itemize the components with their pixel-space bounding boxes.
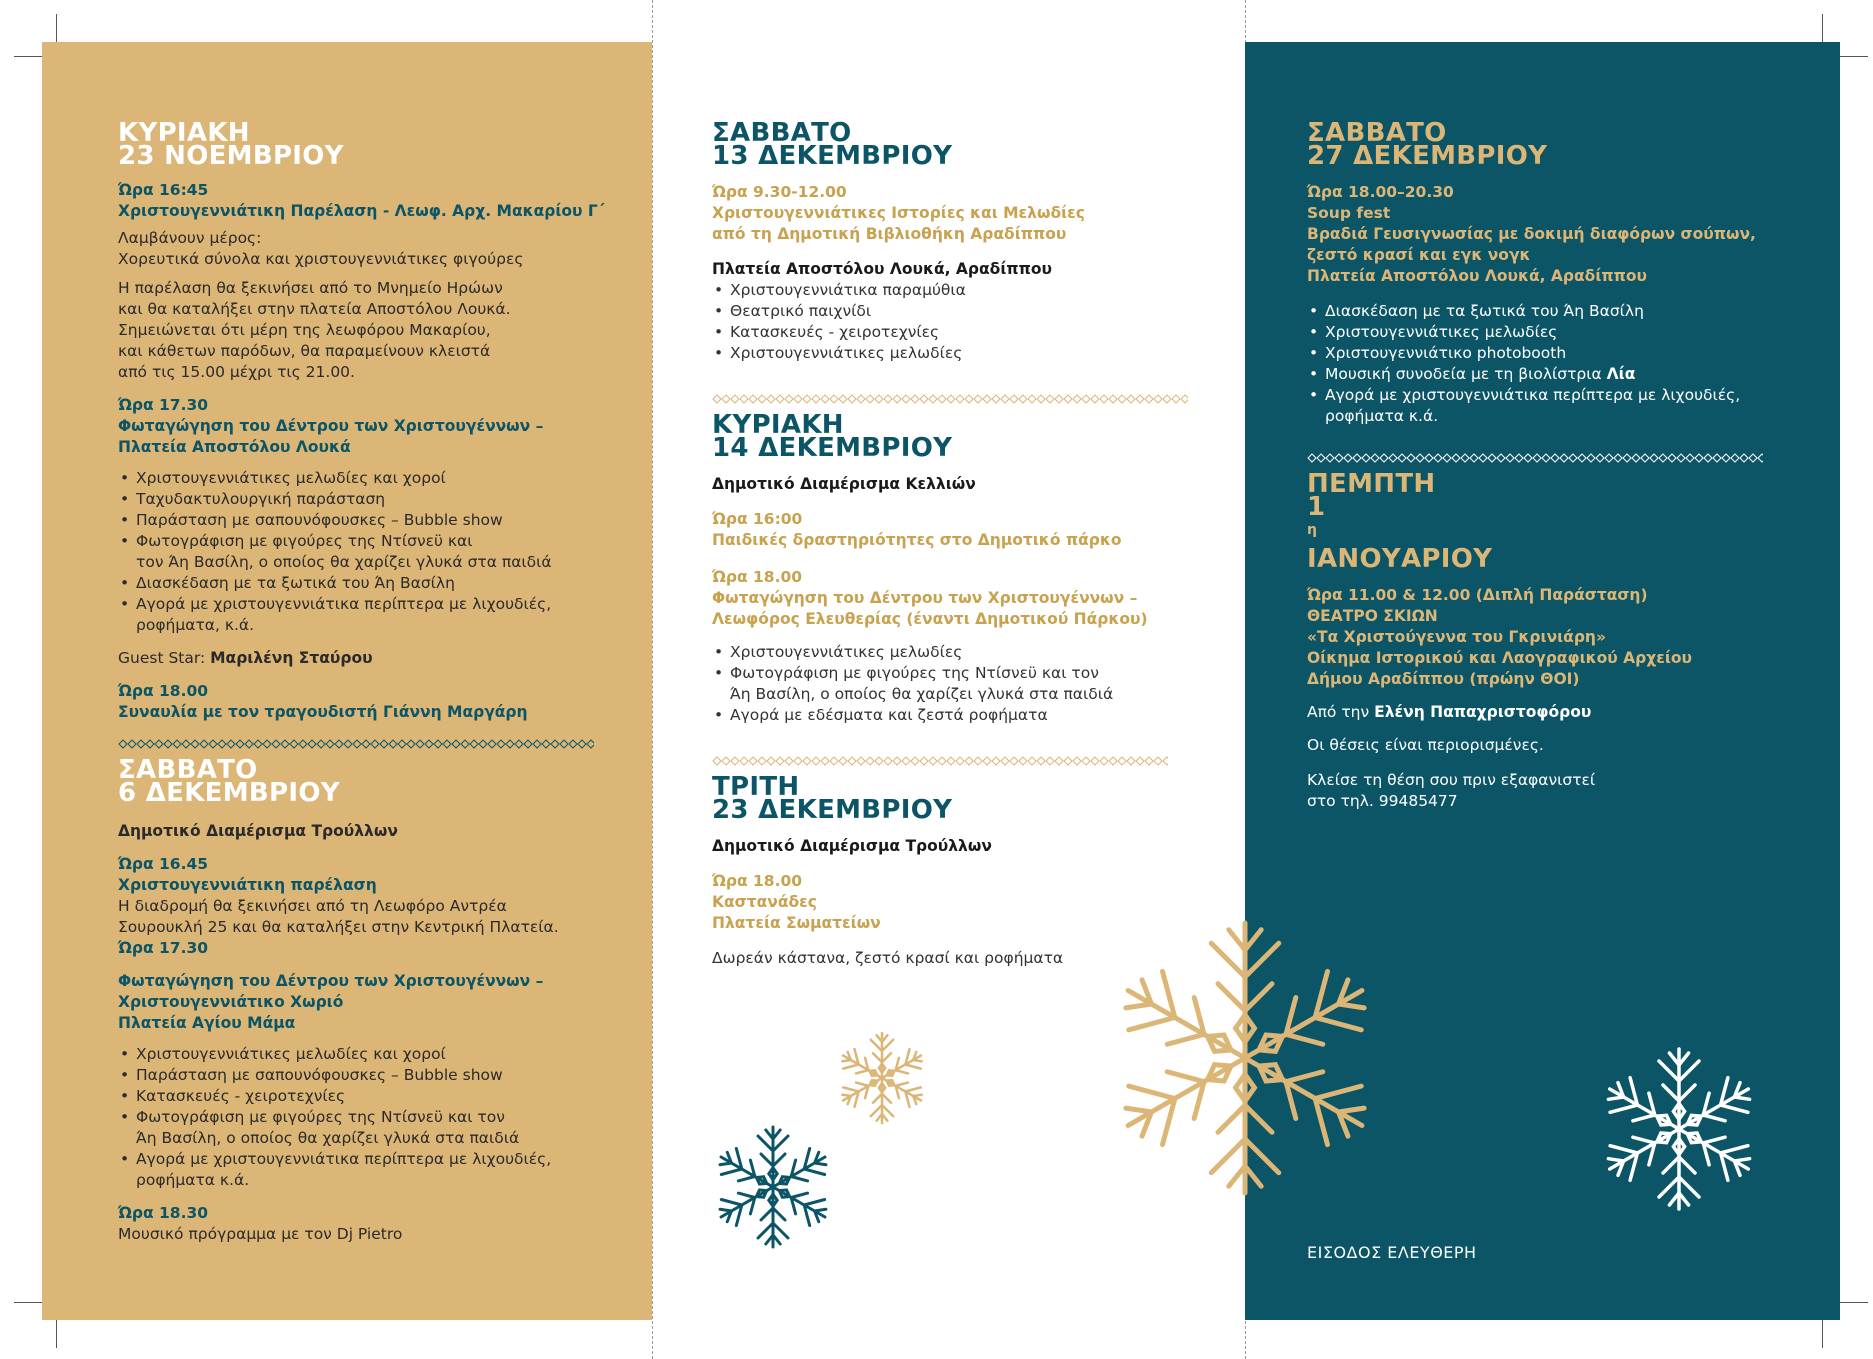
event-text: Η παρέλαση θα ξεκινήσει από το Μνημείο Ηρώων και θα καταλήξει στην πλατεία Αποστόλου Λουκά. Σημειώνεται ότι μέρη της λεωφόρου Μακαρίου, και κάθετων παρόδων, θα παραμείνουν κλειστά από τις 15.00 μέχρι τις 21.00. (118, 279, 511, 381)
list-item: • Χριστουγεννιάτικες μελωδίες (712, 642, 1232, 663)
day-heading: ΚΥΡΙΑΚΗ 14 ΔΕΚΕΜΒΡΙΟΥ (712, 410, 953, 463)
event-title: Χριστουγεννιάτικη παρέλαση (118, 876, 377, 894)
list-item: • Χριστουγεννιάτικες μελωδίες και χοροί (118, 1044, 638, 1065)
list-item: • Αγορά με εδέσματα και ζεστά ροφήματα (712, 705, 1232, 726)
divider (712, 756, 1168, 766)
crop-mark (56, 14, 57, 42)
list-item: • Αγορά με χριστουγεννιάτικα περίπτερα με λιχουδιές, ροφήματα κ.ά. (1307, 385, 1827, 427)
event-block (712, 509, 1232, 551)
day-heading: ΤΡΙΤΗ 23 ΔΕΚΕΜΒΡΙΟΥ (712, 772, 953, 825)
list-item: • Διασκέδαση με τα ξωτικά του Άη Βασίλη (118, 573, 638, 594)
event-time: Ώρα 9.30-12.00 (712, 183, 847, 201)
guest-star: Guest Star: Μαριλένη Σταύρου (118, 649, 373, 667)
day-heading: ΠΕΜΠΤΗ 1 $^\eta$ ΙΑΝΟΥΑΡΙΟΥ (1307, 469, 1493, 574)
event-time: Ώρα 16:00 (712, 510, 803, 528)
event-time: Ώρα 18.00 (712, 872, 803, 890)
event-block (118, 854, 638, 1191)
event-title: Χριστουγεννιάτικη Παρέλαση - Λεωφ. Αρχ. Μακαρίου Γ΄ (118, 202, 605, 220)
venue-label: Δημοτικό Διαμέρισμα Κελλιών (712, 475, 976, 493)
list-item: • Διασκέδαση με τα ξωτικά του Άη Βασίλη (1307, 301, 1827, 322)
list-item: • Μουσική συνοδεία με τη βιολίστρια Λία (1307, 364, 1827, 385)
crop-mark (1822, 1320, 1823, 1348)
list-item: • Χριστουγεννιάτικες μελωδίες και χοροί (118, 468, 638, 489)
list-item: • Φωτογράφιση με φιγούρες της Ντίσνεϋ και τον Άη Βασίλη, ο οποίος θα χαρίζει γλυκά στα παιδιά (118, 531, 638, 573)
performer: Από την Ελένη Παπαχριστοφόρου (1307, 702, 1592, 721)
event-block (712, 567, 1232, 726)
day-heading: ΚΥΡΙΑΚΗ 23 ΝΟΕΜΒΡΙΟΥ (118, 118, 344, 171)
venue-label: Δημοτικό Διαμέρισμα Τρούλλων (712, 837, 992, 855)
crop-mark (1840, 56, 1868, 57)
snowflake-icon (1596, 1046, 1762, 1212)
crop-mark (14, 56, 42, 57)
list-item: • Χριστουγεννιάτικα παραμύθια (712, 280, 1232, 301)
event-block (118, 395, 638, 669)
event-title: Συναυλία με τον τραγουδιστή Γιάννη Μαργάρη (118, 703, 528, 721)
list-item: • Φωτογράφιση με φιγούρες της Ντίσνεϋ και τον Άη Βασίλη, ο οποίος θα χαρίζει γλυκά στα παιδιά (712, 663, 1232, 705)
list-item: • Παράσταση με σαπουνόφουσκες – Bubble show (118, 1065, 638, 1086)
booking-info: Κλείσε τη θέση σου πριν εξαφανιστεί στο τηλ. 99485477 (1307, 770, 1596, 810)
list-item: • Κατασκευές - χειροτεχνίες (712, 322, 1232, 343)
left-column (118, 118, 638, 1245)
event-title: Παιδικές δραστηριότητες στο Δημοτικό πάρκο (712, 531, 1122, 549)
list-item: • Αγορά με χριστουγεννιάτικα περίπτερα με λιχουδιές, ροφήματα κ.ά. (118, 1149, 638, 1191)
list-item: • Χριστουγεννιάτικο photobooth (1307, 343, 1827, 364)
activity-list (118, 468, 638, 636)
event-block (118, 681, 638, 723)
event-text: Η διαδρομή θα ξεκινήσει από τη Λεωφόρο Αντρέα Σουρουκλή 25 και θα καταλήξει στην Κεντρική Πλατεία. (118, 897, 559, 936)
list-item: • Κατασκευές - χειροτεχνίες (118, 1086, 638, 1107)
snowflake-icon (1105, 918, 1385, 1198)
right-column (1307, 118, 1827, 812)
event-block (1307, 182, 1827, 427)
event-block (118, 180, 638, 383)
venue-label: Δημοτικό Διαμέρισμα Τρούλλων (118, 822, 398, 840)
activity-list (712, 280, 1232, 364)
event-text: Μουσικό πρόγραμμα με τον Dj Pietro (118, 1225, 403, 1243)
activity-list (118, 1044, 638, 1191)
activity-list (1307, 301, 1827, 427)
list-item: • Θεατρικό παιχνίδι (712, 301, 1232, 322)
divider (1307, 453, 1763, 463)
event-text: Λαμβάνουν μέρος: Χορευτικά σύνολα και χριστουγεννιάτικες φιγούρες (118, 229, 524, 268)
limited-seats-note: Οι θέσεις είναι περιορισμένες. (1307, 735, 1544, 754)
activity-list (712, 642, 1232, 726)
day-heading: ΣΑΒΒΑΤΟ 27 ΔΕΚΕΜΒΡΙΟΥ (1307, 118, 1548, 171)
event-title: Ώρα 18.00–20.30 Soup fest Βραδιά Γευσιγνωσίας με δοκιμή διαφόρων σούπων, ζεστό κρασί και εγκ νογκ Πλατεία Αποστόλου Λουκά, Αραδίππου (1307, 183, 1756, 285)
event-time: Ώρα 17.30 (118, 939, 209, 957)
snowflake-icon (834, 1030, 930, 1126)
list-item: • Φωτογράφιση με φιγούρες της Ντίσνεϋ και τον Άη Βασίλη, ο οποίος θα χαρίζει γλυκά στα παιδιά (118, 1107, 638, 1149)
list-item: • Χριστουγεννιάτικες μελωδίες (1307, 322, 1827, 343)
event-time: Ώρα 18.00 (118, 682, 209, 700)
event-title: Φωταγώγηση του Δέντρου των Χριστουγέννων – Χριστουγεννιάτικο Χωριό Πλατεία Αγίου Μάμα (118, 972, 544, 1032)
event-title: Φωταγώγηση του Δέντρου των Χριστουγέννων – Λεωφόρος Ελευθερίας (έναντι Δημοτικού Πάρκου) (712, 589, 1148, 628)
event-title: Φωταγώγηση του Δέντρου των Χριστουγέννων – Πλατεία Αποστόλου Λουκά (118, 417, 544, 456)
snowflake-icon (710, 1124, 836, 1250)
event-time: Ώρα 17.30 (118, 396, 209, 414)
event-title: Χριστουγεννιάτικες Ιστορίες και Μελωδίες από τη Δημοτική Βιβλιοθήκη Αραδίππου (712, 204, 1085, 243)
day-heading: ΣΑΒΒΑΤΟ 6 ΔΕΚΕΜΒΡΙΟΥ (118, 755, 340, 808)
crop-mark (56, 1320, 57, 1348)
middle-column (712, 118, 1232, 969)
event-block (118, 1203, 638, 1245)
event-time: Ώρα 18.00 (712, 568, 803, 586)
free-entry-label: ΕΙΣΟΔΟΣ ΕΛΕΥΘΕΡΗ (1307, 1243, 1477, 1262)
event-title: Ώρα 11.00 & 12.00 (Διπλή Παράσταση) ΘΕΑΤΡΟ ΣΚΙΩΝ «Τα Χριστούγεννα του Γκρινιάρη» Οίκημα Ιστορικού και Λαογραφικού Αρχείου Δήμου Αραδίππου (πρώην ΘΟΙ) (1307, 585, 1693, 688)
event-time: Ώρα 16.45 (118, 855, 209, 873)
divider (712, 394, 1188, 404)
list-item: • Ταχυδακτυλουργική παράσταση (118, 489, 638, 510)
violinist-name: Λία (1606, 365, 1636, 383)
list-item: • Παράσταση με σαπουνόφουσκες – Bubble show (118, 510, 638, 531)
event-block (1307, 585, 1827, 812)
event-block (712, 182, 1232, 364)
list-item: • Χριστουγεννιάτικες μελωδίες (712, 343, 1232, 364)
event-title: Καστανάδες Πλατεία Σωματείων (712, 893, 881, 932)
day-heading: ΣΑΒΒΑΤΟ 13 ΔΕΚΕΜΒΡΙΟΥ (712, 118, 953, 171)
crop-mark (1822, 14, 1823, 42)
event-time: Ώρα 16:45 (118, 181, 209, 199)
divider (118, 739, 594, 749)
event-text: Δωρεάν κάστανα, ζεστό κρασί και ροφήματα (712, 949, 1064, 967)
crop-mark (14, 1302, 42, 1303)
list-item: • Αγορά με χριστουγεννιάτικα περίπτερα με λιχουδιές, ροφήματα, κ.ά. (118, 594, 638, 636)
event-time: Ώρα 18.30 (118, 1204, 209, 1222)
left-panel (42, 42, 652, 1320)
crop-mark (1840, 1302, 1868, 1303)
venue-label: Πλατεία Αποστόλου Λουκά, Αραδίππου (712, 260, 1052, 278)
